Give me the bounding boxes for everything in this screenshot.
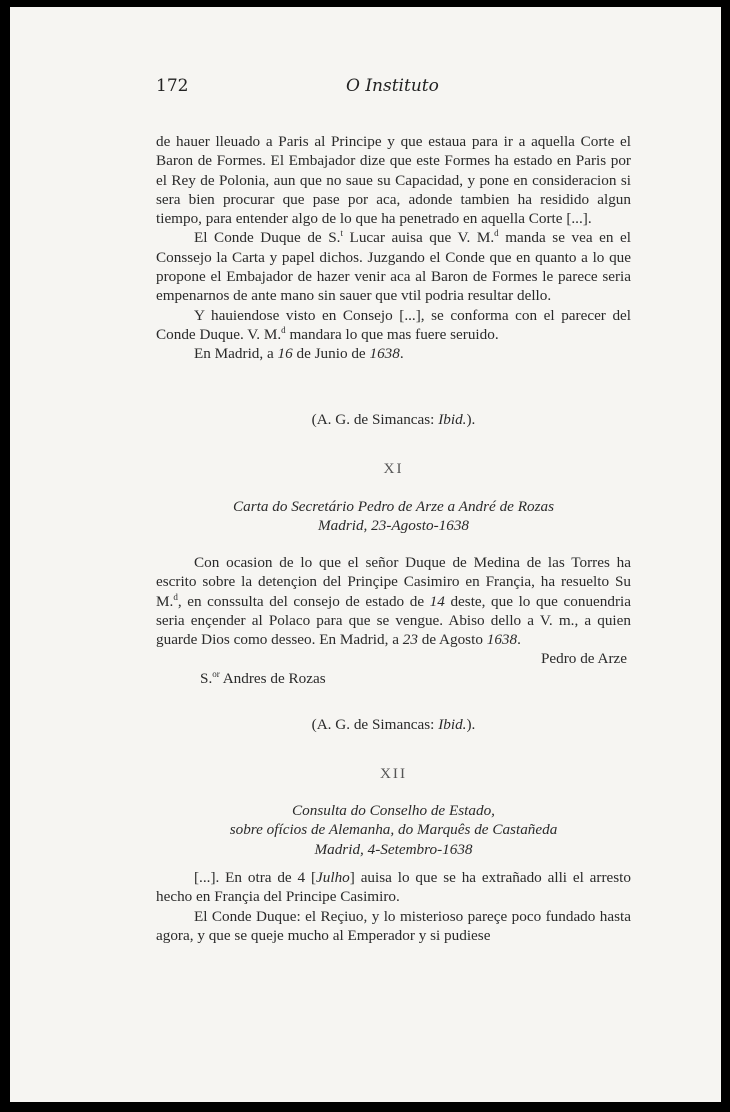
signature: Pedro de Arze bbox=[540, 650, 627, 668]
paragraph: de hauer lleuado a Paris al Principe y que estaua para ir a aquella Corte el Baron de Formes. El Embajador dize que este Formes ha estado en Paris por el Rey de Polonia, aun que no saue su Capacidad, y pone en consideracion si sera bien procurar que pase por aca, adonde tambien ha residido algun tiempo, para entender algo de lo que ha penetrado en aquella Corte [...]. bbox=[156, 133, 631, 228]
heading-line: sobre ofícios de Alemanha, do Marquês de Castañeda bbox=[229, 821, 558, 839]
section-number: XI bbox=[383, 460, 404, 477]
heading-line: Carta do Secretário Pedro de Arze a André de Rozas bbox=[232, 498, 554, 515]
source-citation: (A. G. de Simancas: Ibid.). bbox=[311, 411, 476, 428]
paragraph: Y hauiendose visto en Consejo [...], se conforma con el parecer del Conde Duque. V. M.$^d$ mandara lo que mas fuere seruido. bbox=[156, 306, 631, 343]
paragraph: El Conde Duque de S.$^t$ Lucar auisa que V. M.$^d$ manda se vea en el Conssejo la Carta y papel dichos. Juzgando el Conde que en quanto a lo que propone el Embajador de hazer venir aca al Baron de Formes le parece seria empenarnos de ante mano sin sauer que vtil podria resultar dello. bbox=[156, 228, 631, 305]
journal-title: O Instituto bbox=[346, 76, 439, 96]
paragraph: Con ocasion de lo que el señor Duque de Medina de las Torres ha escrito sobre la detençion del Prinçipe Casimiro en Françia, ha resuelto Su M.$^d$, en conssulta del consejo de estado de 14 deste, que lo que conuendria seria ençender al Polaco para que se vengue. Abiso dello a V. m., a quien guarde Dios como desseo. En Madrid, a 23 de Agosto 1638. bbox=[156, 554, 631, 649]
section-heading bbox=[156, 801, 631, 859]
addressee: S.$^{or}$ Andres de Rozas bbox=[200, 668, 326, 687]
date-line: En Madrid, a 16 de Junio de 1638. bbox=[194, 345, 404, 363]
heading-line: Consulta do Conselho de Estado, bbox=[292, 802, 495, 819]
paragraph: El Conde Duque: el Reçiuo, y lo misterioso pareçe poco fundado hasta agora, y que se queje mucho al Emperador y si pudiese bbox=[156, 907, 631, 944]
page-number: 172 bbox=[156, 76, 189, 96]
section-xi-text bbox=[156, 553, 631, 688]
section-xii-text bbox=[156, 868, 631, 945]
source-citation: (A. G. de Simancas: Ibid.). bbox=[311, 716, 476, 733]
section-number: XII bbox=[379, 765, 408, 782]
section-heading bbox=[156, 497, 631, 536]
section-x-end-text bbox=[156, 132, 631, 364]
heading-line: Madrid, 4-Setembro-1638 bbox=[314, 840, 473, 858]
running-head bbox=[156, 76, 631, 100]
paragraph: [...]. En otra de 4 [Julho] auisa lo que se ha extrañado alli el arresto hecho en Françia del Principe Casimiro. bbox=[156, 869, 631, 906]
heading-line: Madrid, 23-Agosto-1638 bbox=[317, 517, 470, 535]
